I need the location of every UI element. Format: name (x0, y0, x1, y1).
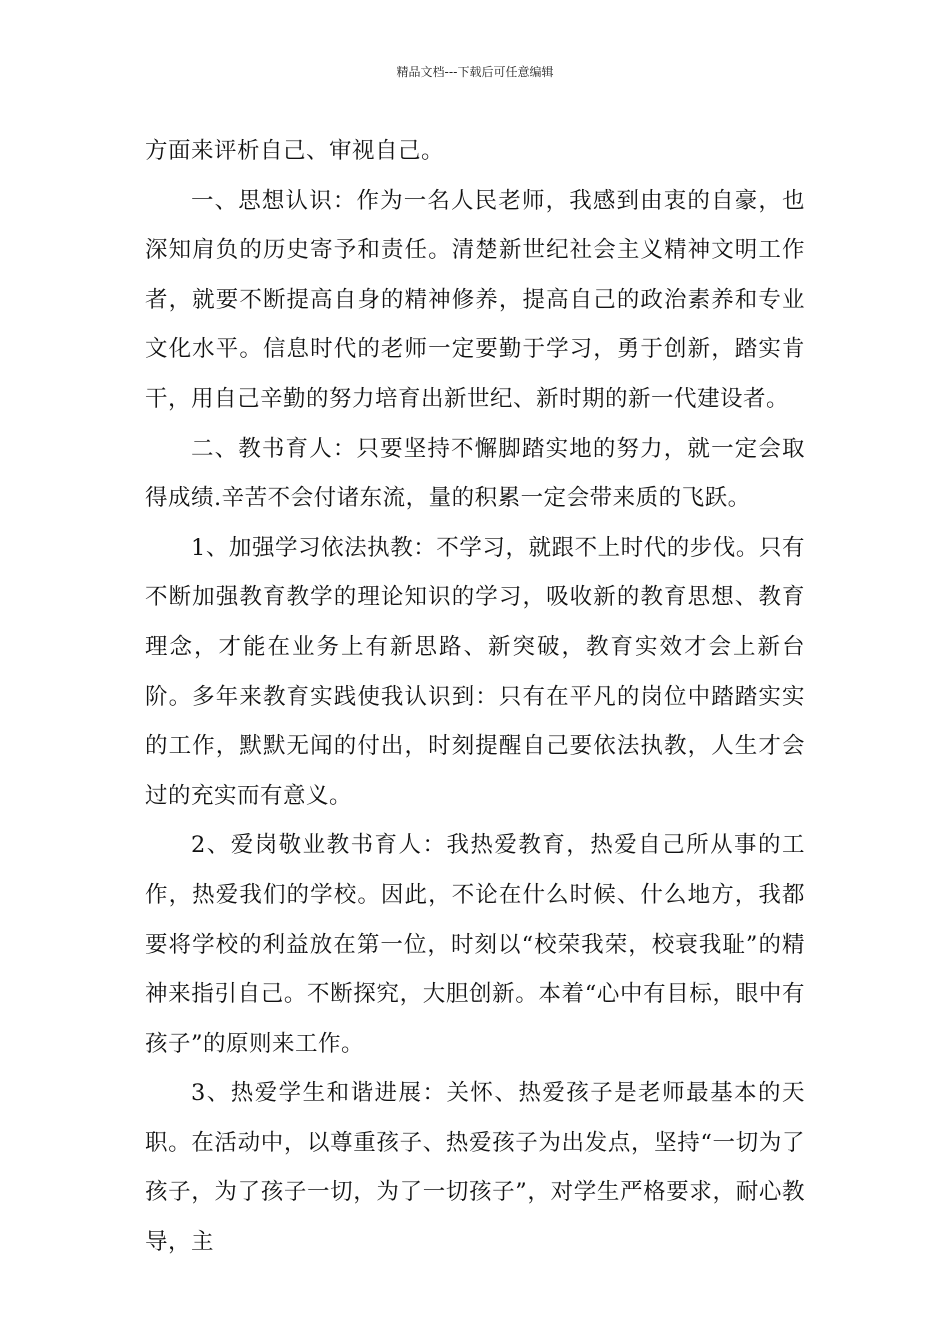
paragraph-teaching-and-educating: 二、教书育人：只要坚持不懈脚踏实地的努力，就一定会取得成绩.辛苦不会付诸东流，量的积累一定会带来质的飞跃。 (145, 435, 805, 512)
document-body (145, 127, 805, 1268)
paragraph-ideological-understanding: 一、思想认识：作为一名人民老师，我感到由衷的自豪，也深知肩负的历史寄予和责任。清楚新世纪社会主义精神文明工作者，就要不断提高自身的精神修养，提高自己的政治素养和专业文化水平。信息时代的老师一定要勤于学习，勇于创新，踏实肯干，用自己辛勤的努力培育出新世纪、新时期的新一代建设者。 (145, 187, 805, 412)
paragraph-love-of-students: 3、热爱学生和谐进展：关怀、热爱孩子是老师最基本的天职。在活动中，以尊重孩子、热爱孩子为出发点，坚持“一切为了孩子，为了孩子一切，为了一切孩子”，对学生严格要求，耐心教导，主 (145, 1080, 805, 1256)
paragraph-love-of-job: 2、爱岗敬业教书育人：我热爱教育，热爱自己所从事的工作，热爱我们的学校。因此，不论在什么时候、什么地方，我都要将学校的利益放在第一位，时刻以“校荣我荣，校衰我耻”的精神来指引自己。不断探究，大胆创新。本着“心中有目标，眼中有孩子”的原则来工作。 (145, 832, 805, 1057)
paragraph-continuation: 方面来评析自己、审视自己。 (145, 138, 445, 164)
page-header: 精品文档---下载后可任意编辑 (396, 65, 554, 79)
paragraph-study-and-law: 1、加强学习依法执教：不学习，就跟不上时代的步伐。只有不断加强教育教学的理论知识的学习，吸收新的教育思想、教育理念，才能在业务上有新思路、新突破，教育实效才会上新台阶。多年来教育实践使我认识到：只有在平凡的岗位中踏踏实实的工作，默默无闻的付出，时刻提醒自己要依法执教，人生才会过的充实而有意义。 (145, 534, 805, 809)
